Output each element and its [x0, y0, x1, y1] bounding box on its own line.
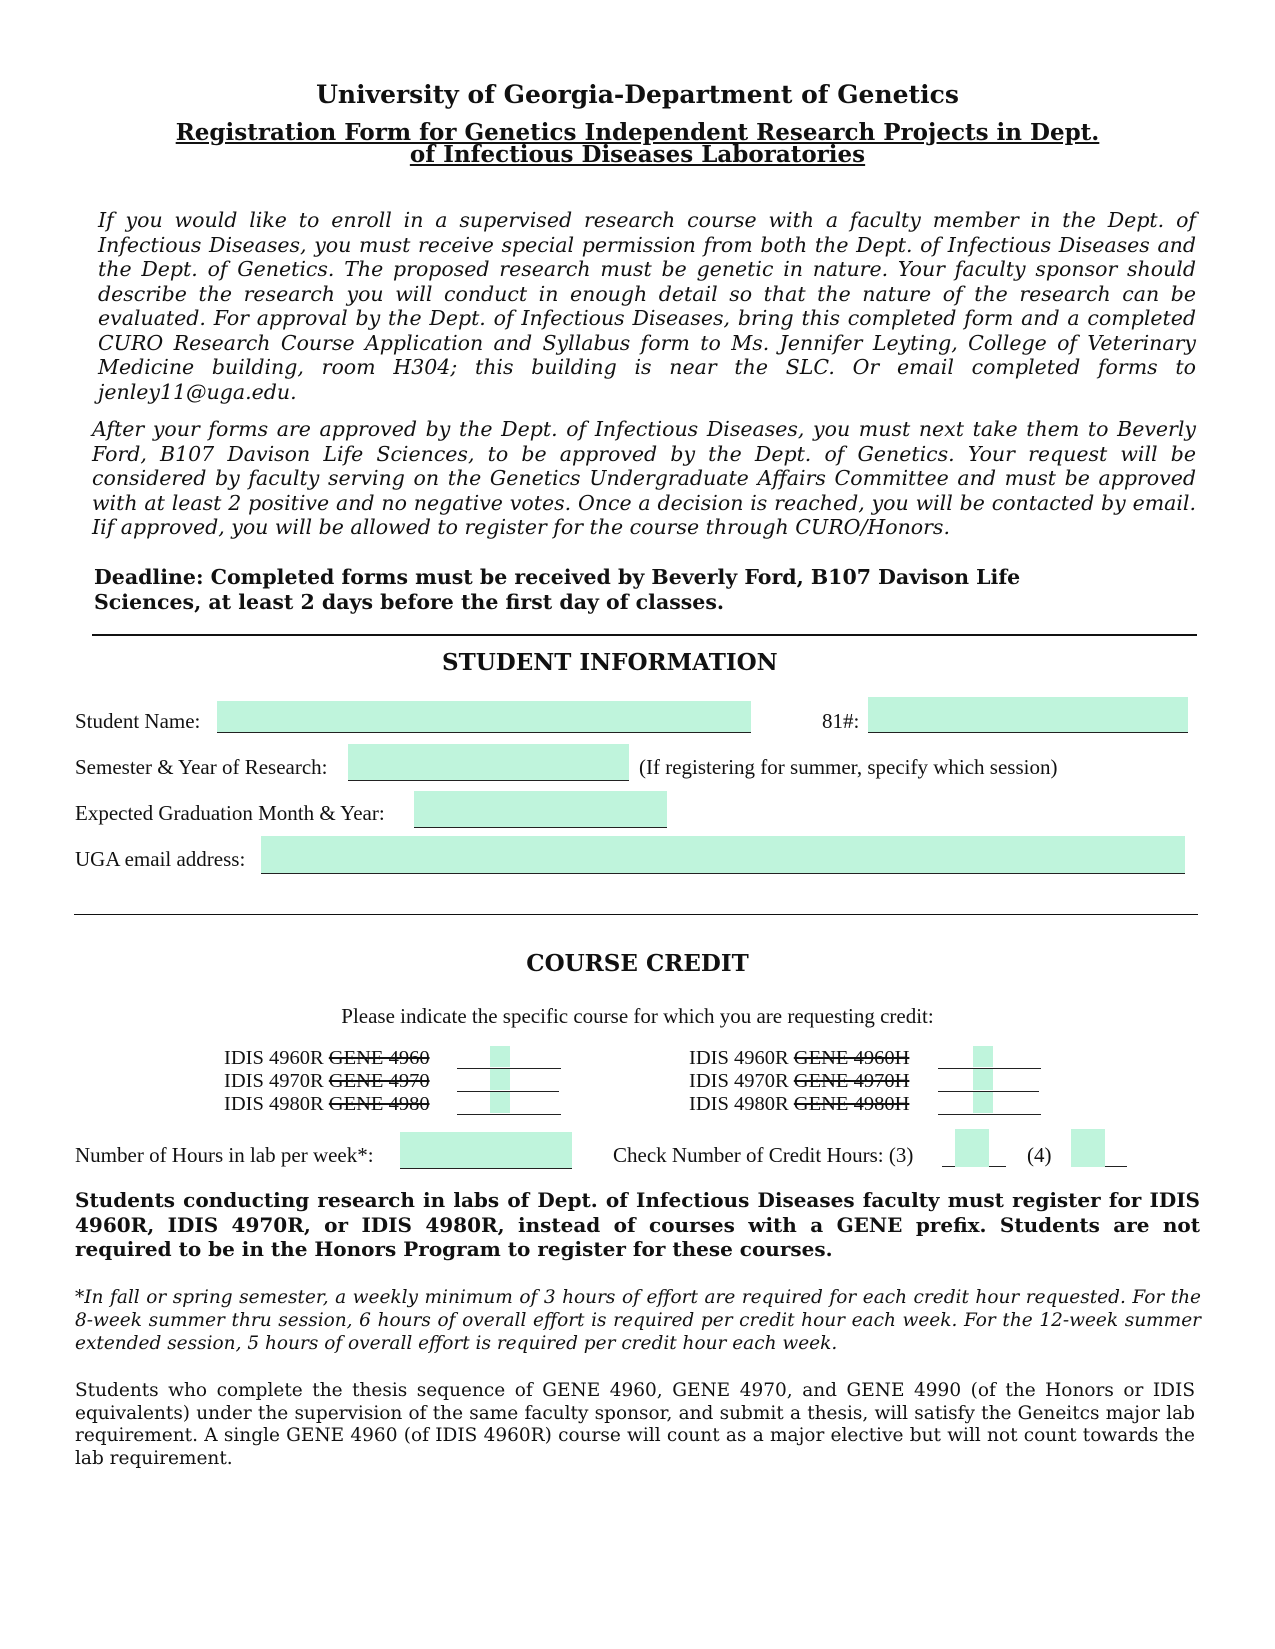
gene-course-struck: GENE 4970H [793, 1070, 910, 1092]
course-line [457, 1114, 561, 1115]
credit-hours-label: Check Number of Credit Hours: (3) [613, 1143, 914, 1167]
student-info-title: STUDENT INFORMATION [442, 649, 778, 676]
list-item [224, 1070, 430, 1093]
lab-hours-field[interactable] [400, 1132, 572, 1169]
course-code: IDIS 4960R [224, 1047, 324, 1069]
id-number-field[interactable] [868, 697, 1188, 733]
student-name-label: Student Name: [75, 709, 201, 733]
section-divider [74, 914, 1198, 915]
course-line [938, 1114, 1041, 1115]
credit-4-label: (4) [1027, 1143, 1052, 1167]
course-checkbox-idis-4970r[interactable] [490, 1069, 510, 1090]
credit-4-checkbox[interactable] [1071, 1129, 1105, 1167]
course-code: IDIS 4970R [689, 1070, 789, 1092]
thesis-note: Students who complete the thesis sequence of GENE 4960, GENE 4970, and GENE 4990 (of the Honors or IDIS equivalents) under the supervision of the same faculty sponsor, and submit a thesis, will satisfy the Geneitcs major lab requirement. A single GENE 4960 (of IDIS 4960R) course will count as a major elective but will not count towards the lab requirement. [75, 1380, 1195, 1469]
course-credit-title: COURSE CREDIT [526, 950, 749, 977]
course-checkbox-idis-4980r[interactable] [490, 1092, 510, 1113]
email-field[interactable] [261, 836, 1185, 874]
course-code: IDIS 4970R [224, 1070, 324, 1092]
student-name-field[interactable] [217, 701, 751, 733]
graduation-field[interactable] [414, 791, 667, 828]
idis-requirement-note: Students conducting research in labs of Dept. of Infectious Diseases faculty must register for IDIS 4960R, IDIS 4970R, or IDIS 4980R, instead of courses with a GENE prefix. Students are not required to be in the Honors Program to register for these courses. [75, 1188, 1200, 1261]
gene-course-struck: GENE 4980H [793, 1093, 910, 1115]
form-subtitle-line1: Registration Form for Genetics Independent Research Projects in Dept. [175, 119, 1100, 146]
course-checkbox-idis-4970r-honors[interactable] [973, 1069, 993, 1090]
list-item [224, 1047, 430, 1070]
course-code: IDIS 4980R [224, 1093, 324, 1115]
course-code: IDIS 4980R [689, 1093, 789, 1115]
section-divider [92, 634, 1197, 636]
summer-session-note: (If registering for summer, specify which session) [639, 755, 1058, 779]
email-label: UGA email address: [75, 847, 246, 871]
graduation-label: Expected Graduation Month & Year: [75, 801, 385, 825]
deadline-line-2: Sciences, at least 2 days before the first day of classes. [94, 590, 725, 614]
semester-year-field[interactable] [348, 744, 629, 781]
id-number-label: 81#: [822, 709, 860, 733]
course-checkbox-idis-4960r-honors[interactable] [973, 1046, 993, 1067]
lab-hours-label: Number of Hours in lab per week*: [75, 1143, 374, 1167]
credit-3-checkbox[interactable] [955, 1129, 989, 1167]
course-instruction: Please indicate the specific course for which you are requesting credit: [341, 1004, 934, 1028]
intro-paragraph-1: If you would like to enroll in a supervised research course with a faculty member in the Dept. of Infectious Diseases, you must receive special permission from both the Dept. of Infectious Diseases and the Dept. of Genetics. The proposed research must be genetic in nature. Your faculty sponsor should describe the research you will conduct in enough detail so that the nature of the research can be evaluated. For approval by the Dept. of Infectious Diseases, bring this completed form and a completed CURO Research Course Application and Syllabus form to Ms. Jennifer Leyting, College of Veterinary Medicine building, room H304; this building is near the SLC. Or email completed forms to jenley11@uga.edu. [98, 208, 1196, 404]
form-subtitle-line2: of Infectious Diseases Laboratories [409, 141, 866, 168]
gene-course-struck: GENE 4960 [328, 1047, 430, 1069]
gene-course-struck: GENE 4960H [793, 1047, 910, 1069]
list-item [689, 1093, 909, 1116]
list-item [224, 1093, 430, 1116]
deadline-line-1: Deadline: Completed forms must be received by Beverly Ford, B107 Davison Life [94, 565, 1021, 589]
course-list-left [224, 1047, 430, 1116]
course-code: IDIS 4960R [689, 1047, 789, 1069]
course-checkbox-idis-4960r[interactable] [490, 1046, 510, 1067]
list-item [689, 1047, 909, 1070]
gene-course-struck: GENE 4970 [328, 1070, 430, 1092]
gene-course-struck: GENE 4980 [328, 1093, 430, 1115]
semester-year-label: Semester & Year of Research: [75, 755, 328, 779]
course-list-right [689, 1047, 909, 1116]
list-item [689, 1070, 909, 1093]
intro-paragraph-2: After your forms are approved by the Dept. of Infectious Diseases, you must next take them to Beverly Ford, B107 Davison Life Sciences, to be approved by the Dept. of Genetics. Your request will be considered by faculty serving on the Genetics Undergraduate Affairs Committee and must be approved with at least 2 positive and no negative votes. Once a decision is reached, you will be contacted by email. Iif approved, you will be allowed to register for the course through CURO/Honors. [92, 417, 1196, 539]
effort-footnote: *In fall or spring semester, a weekly minimum of 3 hours of effort are required for each credit hour requested. For the 8-week summer thru session, 6 hours of overall effort is required per credit hour each week. For the 12-week summer extended session, 5 hours of overall effort is required per credit hour each week. [75, 1287, 1201, 1354]
page-title: University of Georgia-Department of Genetics [316, 80, 959, 109]
course-checkbox-idis-4980r-honors[interactable] [973, 1092, 993, 1113]
